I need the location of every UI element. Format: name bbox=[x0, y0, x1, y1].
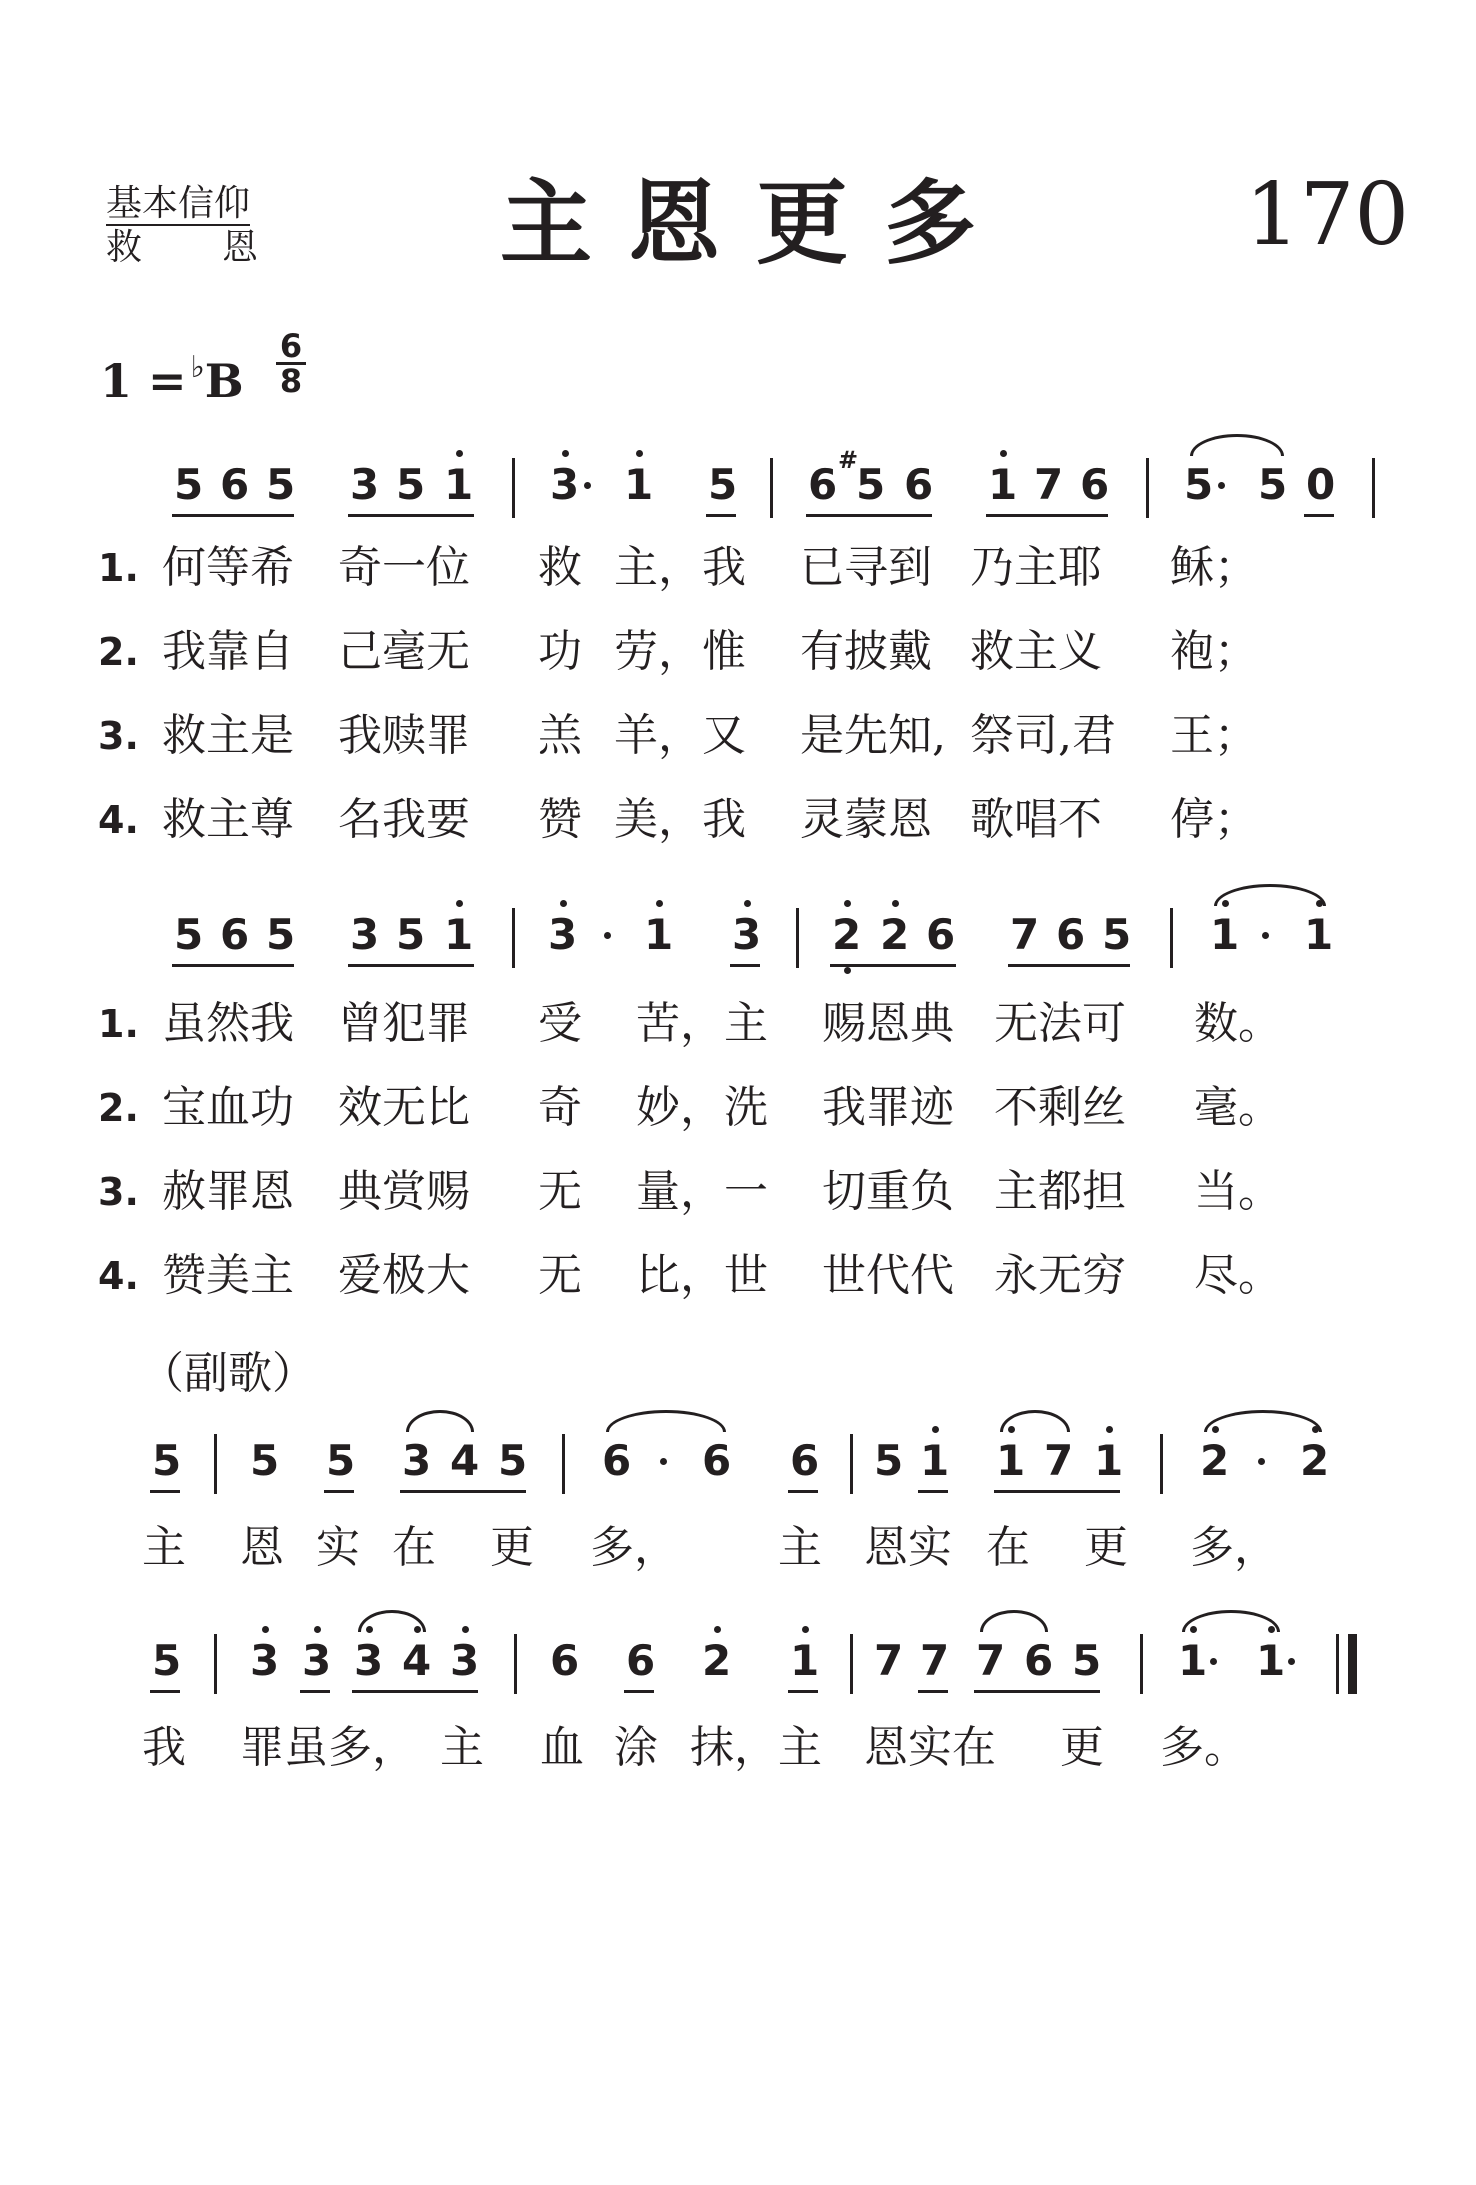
underline bbox=[706, 514, 736, 517]
note: 6 bbox=[1056, 910, 1086, 959]
note: 3 bbox=[548, 910, 578, 959]
underline bbox=[788, 1690, 818, 1693]
tie-arc bbox=[1190, 434, 1284, 456]
note: 7 bbox=[1044, 1436, 1074, 1485]
dot bbox=[1288, 1658, 1295, 1665]
lyrics-row-b2: 2. 宝血功 效无比 奇 妙，洗 我罪迹 不剩丝 毫。 bbox=[98, 1082, 1282, 1133]
tie-arc bbox=[1000, 1410, 1070, 1432]
time-signature bbox=[276, 327, 306, 400]
lyrics-row-b1: 1. 虽然我 曾犯罪 受 苦，主 赐恩典 无法可 数。 bbox=[98, 998, 1282, 1049]
note: 1 bbox=[1178, 1636, 1208, 1685]
subcategory-label bbox=[106, 228, 258, 268]
dot bbox=[1218, 482, 1225, 489]
underline bbox=[788, 1490, 818, 1493]
note: 6 bbox=[626, 1636, 656, 1685]
note: 5 bbox=[1072, 1636, 1102, 1685]
barline bbox=[1170, 908, 1173, 968]
barline bbox=[850, 1634, 853, 1694]
note: 7 bbox=[976, 1636, 1006, 1685]
note: 4 bbox=[450, 1436, 480, 1485]
note: 3 bbox=[550, 460, 580, 509]
barline bbox=[1160, 1434, 1163, 1494]
note: 5 bbox=[856, 460, 886, 509]
underline bbox=[172, 964, 294, 967]
note: 0 bbox=[1306, 460, 1336, 509]
note: 7 bbox=[1034, 460, 1064, 509]
barline bbox=[796, 908, 799, 968]
note: 1 bbox=[444, 460, 474, 509]
sharp-icon: # bbox=[838, 446, 859, 474]
note: 1 bbox=[790, 1636, 820, 1685]
barline bbox=[214, 1434, 217, 1494]
note: 1 bbox=[996, 1436, 1026, 1485]
underline bbox=[806, 514, 932, 517]
tie-arc bbox=[358, 1610, 426, 1632]
note: 3 bbox=[402, 1436, 432, 1485]
underline bbox=[830, 964, 956, 967]
note: 5 bbox=[396, 910, 426, 959]
dot bbox=[584, 482, 591, 489]
barline bbox=[770, 458, 773, 518]
underline bbox=[300, 1690, 330, 1693]
lyrics-row-b4: 4. 赞美主 爱极大 无 比，世 世代代 永无穷 尽。 bbox=[98, 1250, 1282, 1301]
underline bbox=[172, 514, 294, 517]
note: 3 bbox=[250, 1636, 280, 1685]
note: 5 bbox=[396, 460, 426, 509]
note: 1 bbox=[988, 460, 1018, 509]
barline bbox=[514, 1634, 517, 1694]
tie-arc bbox=[980, 1610, 1048, 1632]
underline bbox=[730, 964, 760, 967]
tie-arc bbox=[606, 1410, 726, 1432]
note: 6 bbox=[220, 460, 250, 509]
note: 6 bbox=[808, 460, 838, 509]
dot bbox=[1210, 1658, 1217, 1665]
note: 5 bbox=[1102, 910, 1132, 959]
tie-arc bbox=[1204, 1410, 1322, 1432]
note: 5 bbox=[1184, 460, 1214, 509]
note: 6 bbox=[1080, 460, 1110, 509]
notation-line-2 bbox=[0, 910, 1476, 1010]
underline bbox=[150, 1490, 180, 1493]
note: 1 bbox=[1304, 910, 1334, 959]
note: 5 bbox=[174, 910, 204, 959]
note: 3 bbox=[450, 1636, 480, 1685]
key-signature bbox=[100, 338, 244, 411]
note: 5 bbox=[250, 1436, 280, 1485]
note: 6 bbox=[926, 910, 956, 959]
key-note: B bbox=[204, 354, 244, 408]
note: 1 bbox=[920, 1436, 950, 1485]
underline bbox=[1304, 514, 1334, 517]
underline bbox=[400, 1490, 526, 1493]
underline bbox=[348, 964, 474, 967]
underline bbox=[352, 1690, 478, 1693]
note: 7 bbox=[1010, 910, 1040, 959]
underline bbox=[624, 1690, 654, 1693]
lyrics-row-a3: 3. 救主是 我赎罪 羔 羊，又 是先知, 祭司,君 王； bbox=[98, 710, 1258, 761]
lyrics-row-a4: 4. 救主尊 名我要 赞 美，我 灵蒙恩 歌唱不 停； bbox=[98, 794, 1258, 845]
note: 1 bbox=[1094, 1436, 1124, 1485]
tie-arc bbox=[1182, 1610, 1280, 1632]
note: 6 bbox=[702, 1436, 732, 1485]
note: 5 bbox=[174, 460, 204, 509]
note: 6 bbox=[1024, 1636, 1054, 1685]
note: 2 bbox=[702, 1636, 732, 1685]
hymn-title: 主恩更多 bbox=[500, 169, 1013, 277]
dot bbox=[604, 932, 611, 939]
note: 6 bbox=[550, 1636, 580, 1685]
barline bbox=[512, 908, 515, 968]
barline bbox=[562, 1434, 565, 1494]
note: 6 bbox=[904, 460, 934, 509]
lyrics-row-a1: 1. 何等希 奇一位 救 主，我 已寻到 乃主耶 稣； bbox=[98, 542, 1258, 593]
underline bbox=[324, 1490, 354, 1493]
underline bbox=[974, 1690, 1100, 1693]
note: 5 bbox=[326, 1436, 356, 1485]
chorus-lyrics-row-2: 我 罪虽多， 主 血 涂 抹，主 恩实在 更 多。 bbox=[142, 1722, 1248, 1773]
note: 5 bbox=[708, 460, 738, 509]
underline bbox=[348, 514, 474, 517]
lyrics-row-a2: 2. 我靠自 己毫无 功 劳，惟 有披戴 救主义 袍； bbox=[98, 626, 1258, 677]
dot bbox=[1262, 932, 1269, 939]
note: 4 bbox=[402, 1636, 432, 1685]
final-barline-thin bbox=[1336, 1634, 1339, 1694]
note: 6 bbox=[602, 1436, 632, 1485]
underline bbox=[1008, 964, 1130, 967]
dot bbox=[1258, 1458, 1265, 1465]
underline bbox=[994, 1490, 1120, 1493]
flat-icon: ♭ bbox=[190, 350, 205, 385]
dot bbox=[660, 1458, 667, 1465]
barline bbox=[850, 1434, 853, 1494]
barline bbox=[1140, 1634, 1143, 1694]
chorus-lyrics-row-1: 主 恩 实 在 更 多， 主 恩实 在 更 多， bbox=[142, 1522, 1278, 1573]
subcategory-char-2: 恩 bbox=[221, 227, 258, 268]
note: 3 bbox=[302, 1636, 332, 1685]
note: 2 bbox=[832, 910, 862, 959]
note: 5 bbox=[266, 910, 296, 959]
note: 5 bbox=[152, 1636, 182, 1685]
note: 1 bbox=[1210, 910, 1240, 959]
note: 1 bbox=[624, 460, 654, 509]
barline bbox=[1372, 458, 1375, 518]
note: 7 bbox=[874, 1636, 904, 1685]
note: 3 bbox=[354, 1636, 384, 1685]
tie-arc bbox=[1214, 884, 1326, 906]
hymn-number: 170 bbox=[1245, 165, 1410, 265]
chorus-label: （副歌） bbox=[140, 1348, 316, 1399]
note: 6 bbox=[790, 1436, 820, 1485]
underline bbox=[150, 1690, 180, 1693]
note: 5 bbox=[498, 1436, 528, 1485]
note: 1 bbox=[444, 910, 474, 959]
note: 3 bbox=[732, 910, 762, 959]
final-barline-thick bbox=[1348, 1634, 1357, 1694]
underline bbox=[918, 1690, 948, 1693]
note: 3 bbox=[350, 460, 380, 509]
barline bbox=[214, 1634, 217, 1694]
note: 2 bbox=[1300, 1436, 1330, 1485]
underline bbox=[986, 514, 1108, 517]
category-label: 基本信仰 bbox=[106, 183, 251, 224]
note: 5 bbox=[1258, 460, 1288, 509]
note: 3 bbox=[350, 910, 380, 959]
time-top: 6 bbox=[276, 330, 306, 365]
note: 6 bbox=[220, 910, 250, 959]
note: 1 bbox=[1256, 1636, 1286, 1685]
time-bottom: 8 bbox=[279, 362, 303, 400]
note: 5 bbox=[266, 460, 296, 509]
tie-arc bbox=[406, 1410, 474, 1432]
underline bbox=[918, 1490, 948, 1493]
note: 5 bbox=[152, 1436, 182, 1485]
note: 2 bbox=[1200, 1436, 1230, 1485]
lyrics-row-b3: 3. 赦罪恩 典赏赐 无 量，一 切重负 主都担 当。 bbox=[98, 1166, 1282, 1217]
key-text: 1 = bbox=[100, 354, 187, 408]
note: 1 bbox=[644, 910, 674, 959]
subcategory-char-1: 救 bbox=[106, 227, 143, 268]
note: 2 bbox=[880, 910, 910, 959]
note: 7 bbox=[920, 1636, 950, 1685]
barline bbox=[1146, 458, 1149, 518]
barline bbox=[512, 458, 515, 518]
note: 5 bbox=[874, 1436, 904, 1485]
